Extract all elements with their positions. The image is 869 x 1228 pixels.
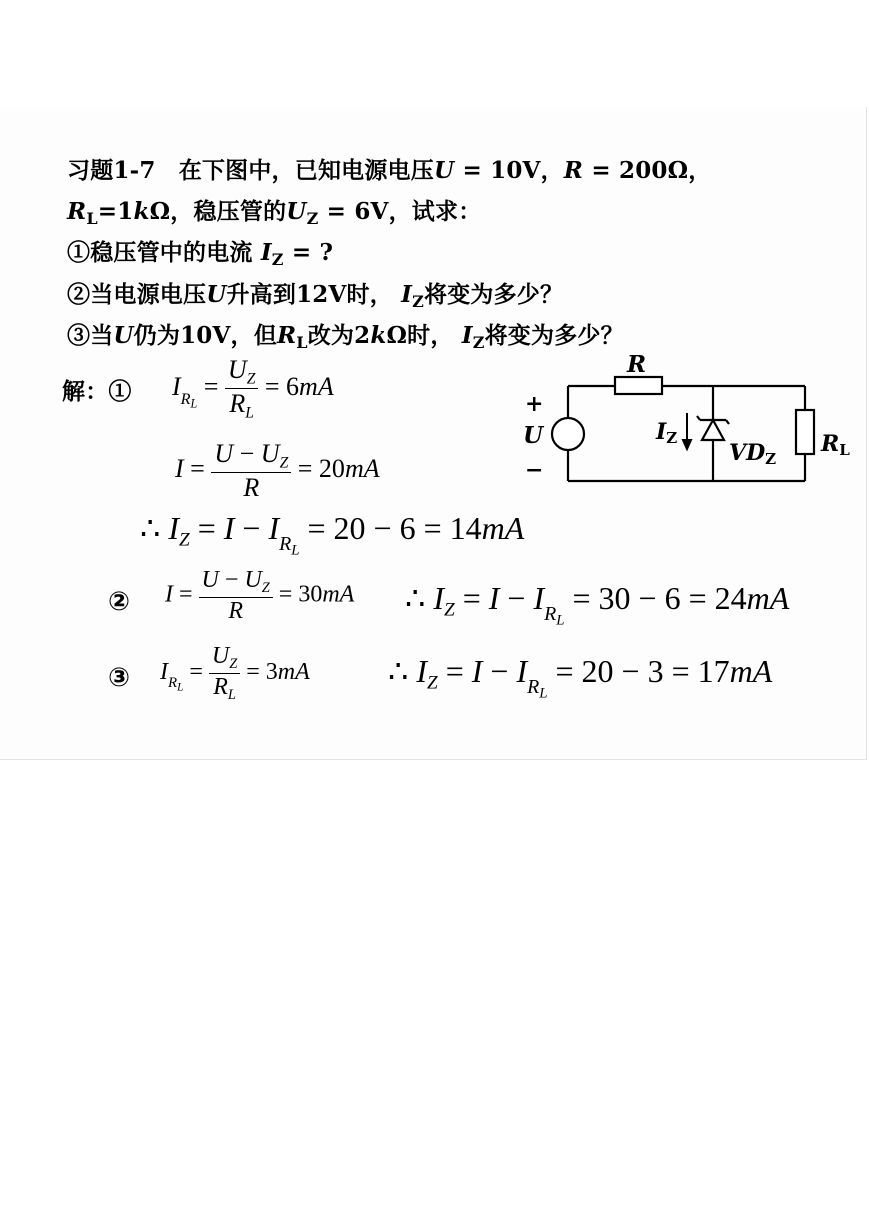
slide <box>0 107 867 760</box>
resistor-r <box>615 377 662 394</box>
equation-iz-1: ∴ $I_Z = I - I_{R_L} = 20 - 6 = 14mA$ <box>140 510 525 559</box>
current-arrow <box>683 413 691 449</box>
eq2-result: = 20mA <box>297 454 380 484</box>
voltage-source <box>552 418 584 450</box>
minus-sign: − <box>525 457 544 483</box>
circuit-diagram <box>515 347 860 492</box>
solution-label: 解：① <box>62 378 132 405</box>
equation-irl-part3: $I_{R_L}$ = $\frac{U_Z}{R_L}$ = 3mA <box>160 643 310 704</box>
zener-diode <box>697 416 729 440</box>
part3-marker: ③ <box>108 663 131 693</box>
equation-i-part2: I = $\frac{U - U_Z}{R}$ = 30mA <box>165 567 355 625</box>
equation-iz-3: ∴ $I_Z = I - I_{R_L} = 20 - 3 = 17mA$ <box>388 653 773 702</box>
source-label: U <box>523 422 544 449</box>
question-3: ③当U仍为10V，但$R_L$改为2kΩ时， $I_Z$将变为多少？ <box>67 322 624 352</box>
problem-title: 习题1-7 <box>67 157 156 184</box>
plus-sign: + <box>525 391 544 417</box>
equation-iz-2: ∴ $I_Z = I - I_{R_L} = 30 - 6 = 24mA$ <box>405 580 790 629</box>
question-2: ②当电源电压U升高到12V时， $I_Z$将变为多少？ <box>67 281 564 311</box>
equation-i: I = $\frac{U - U_Z}{R}$ = 20mA <box>175 439 380 503</box>
load-label: RL <box>821 431 850 459</box>
problem-line-1: 习题1-7 在下图中，已知电源电压U = 10V，R = 200Ω， <box>67 157 712 184</box>
problem-line-2: $R_L=1k\Omega$，稳压管的$U_Z = 6V$，试求： <box>67 198 482 228</box>
question-1: ①稳压管中的电流 $I_Z$ = ? <box>67 239 334 269</box>
current-label: IZ <box>656 419 678 447</box>
part2-marker: ② <box>108 587 131 617</box>
eq1-result: = 6mA <box>264 371 334 401</box>
equation-irl: $I_{R_L}$ = $\frac{U_Z}{R_L}$ = 6mA <box>172 355 334 422</box>
zener-label: VDZ <box>729 440 777 468</box>
resistor-rl <box>796 410 814 454</box>
resistor-r-label: R <box>627 351 647 378</box>
